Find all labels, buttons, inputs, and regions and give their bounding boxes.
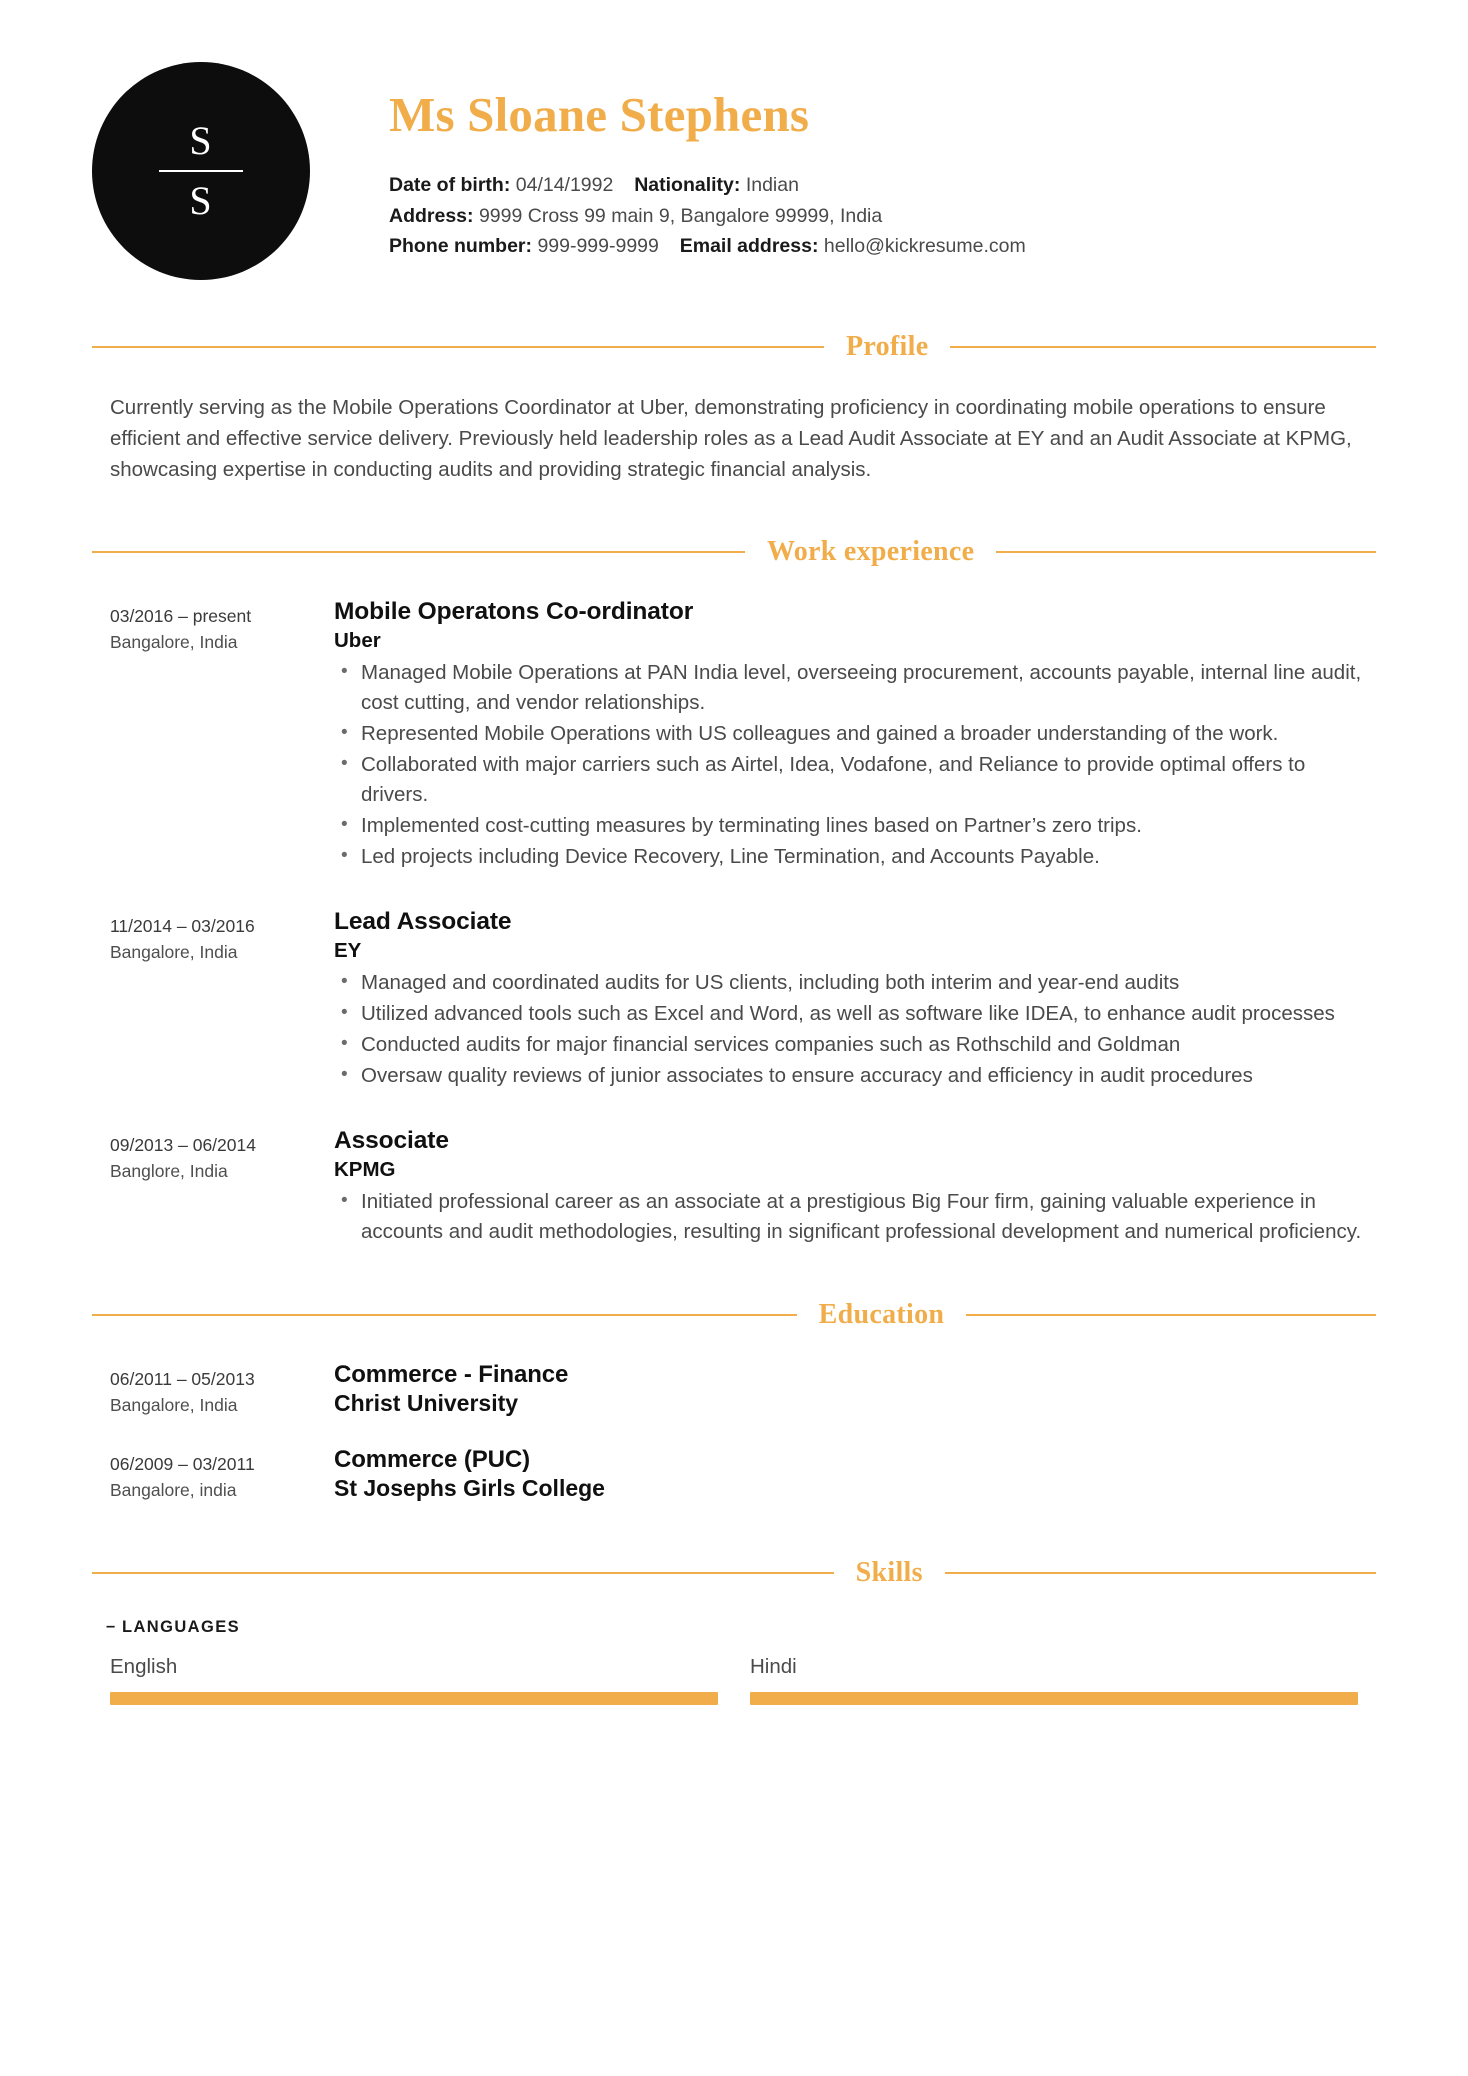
heading-rule-right: [950, 346, 1376, 348]
work-entry-organization: KPMG: [334, 1158, 396, 1181]
work-entry-meta: [92, 907, 334, 1092]
bullet-item: • Utilized advanced tools such as Excel and Word, as well as software like IDEA, to enhance audit processes: [334, 999, 1364, 1029]
address-value: 9999 Cross 99 main 9, Bangalore 99999, India: [478, 204, 883, 227]
profile-summary-text: Currently serving as the Mobile Operations Coordinator at Uber, demonstrating proficiency in coordinating mobile operations to ensure efficient and effective service delivery. Previously held leadership roles as a Lead Audit Associate at EY and an Audit Associate at KPMG, showcasing expertise in conducting audits and providing strategic financial analysis.: [110, 396, 1352, 481]
work-entry-job-title: Mobile Operatons Co-ordinator: [334, 598, 694, 625]
section-title-skills: Skills: [855, 1557, 923, 1588]
section-title-work-experience: Work experience: [766, 536, 975, 567]
header-text-block: [310, 62, 1376, 262]
heading-rule-right: [945, 1572, 1376, 1574]
heading-rule-left: [92, 1572, 834, 1574]
heading-rule-right: [996, 551, 1376, 553]
work-entry: [92, 597, 1376, 873]
work-entry-location: Banglore, India: [110, 1161, 228, 1181]
skill-level-bar: [110, 1692, 718, 1705]
work-entry-body: [334, 907, 1376, 1092]
work-entry-location: Bangalore, India: [110, 942, 238, 962]
education-entry-program: Commerce - Finance: [334, 1361, 569, 1388]
education-entry-location: Bangalore, india: [110, 1480, 237, 1500]
skill-level-bar: [750, 1692, 1358, 1705]
skill-name: Hindi: [750, 1655, 797, 1678]
monogram-divider: [159, 170, 243, 172]
skill-level-fill: [110, 1692, 718, 1705]
skills-group-label-languages: – LANGUAGES: [92, 1618, 1376, 1637]
bullet-item: • Represented Mobile Operations with US colleagues and gained a broader understanding of the work.: [334, 719, 1364, 749]
bullet-item: • Collaborated with major carriers such as Airtel, Idea, Vodafone, and Reliance to provide optimal offers to drivers.: [334, 750, 1364, 810]
work-entry-organization: EY: [334, 939, 362, 962]
education-entry-location: Bangalore, India: [110, 1395, 238, 1415]
dob-label: Date of birth:: [389, 174, 511, 196]
skill-level-fill: [750, 1692, 1358, 1705]
work-entry-date: 03/2016 – present: [110, 606, 252, 626]
phone-value: 999-999-9999: [537, 235, 659, 257]
education-entry-institution: Christ University: [334, 1390, 519, 1416]
bullet-item: • Conducted audits for major financial services companies such as Rothschild and Goldman: [334, 1030, 1364, 1060]
bullet-item: • Oversaw quality reviews of junior associates to ensure accuracy and efficiency in audit procedures: [334, 1061, 1364, 1091]
contact-line-birth-nationality: [389, 170, 1376, 201]
work-entry-date: 09/2013 – 06/2014: [110, 1135, 256, 1155]
bullet-item: • Led projects including Device Recovery, Line Termination, and Accounts Payable.: [334, 842, 1364, 872]
education-entry-program: Commerce (PUC): [334, 1446, 530, 1473]
work-entry-body: [334, 1126, 1376, 1248]
work-entry-job-title: Associate: [334, 1127, 449, 1154]
work-entry-bullets: [334, 968, 1364, 1091]
education-entry: [92, 1360, 1376, 1421]
education-entry-date: 06/2011 – 05/2013: [110, 1369, 255, 1389]
nationality-label: Nationality:: [634, 174, 741, 196]
work-entry: [92, 1126, 1376, 1248]
section-heading-education: [92, 1300, 1376, 1330]
skill-item: [750, 1653, 1358, 1705]
work-entry: [92, 907, 1376, 1092]
skills-list: [92, 1653, 1376, 1705]
candidate-name: Ms Sloane Stephens: [389, 87, 810, 142]
education-entry-meta: [92, 1360, 334, 1421]
work-entry-date: 11/2014 – 03/2016: [110, 916, 255, 936]
skill-item: [110, 1653, 718, 1705]
section-title-education: Education: [818, 1299, 945, 1330]
education-entry: [92, 1445, 1376, 1506]
dob-value: 04/14/1992: [515, 174, 614, 196]
education-entry-institution: St Josephs Girls College: [334, 1475, 605, 1501]
bullet-item: • Managed and coordinated audits for US clients, including both interim and year-end audits: [334, 968, 1364, 998]
section-title-profile: Profile: [845, 331, 929, 362]
bullet-item: • Implemented cost-cutting measures by terminating lines based on Partner’s zero trips.: [334, 811, 1364, 841]
email-label: Email address:: [679, 235, 819, 257]
section-heading-profile: [92, 332, 1376, 362]
monogram-top-letter: S: [189, 118, 213, 163]
phone-label: Phone number:: [389, 235, 533, 257]
nationality-value: Indian: [745, 174, 799, 196]
work-entry-meta: [92, 597, 334, 873]
heading-rule-right: [966, 1314, 1376, 1316]
monogram-bottom-letter: S: [189, 178, 213, 223]
education-entry-meta: [92, 1445, 334, 1506]
heading-rule-left: [92, 346, 824, 348]
work-entry-meta: [92, 1126, 334, 1248]
monogram-avatar: [92, 62, 310, 280]
education-entry-date: 06/2009 – 03/2011: [110, 1454, 255, 1474]
heading-rule-left: [92, 1314, 797, 1316]
work-entry-body: [334, 597, 1376, 873]
section-heading-skills: [92, 1558, 1376, 1588]
contact-line-address: [389, 201, 1376, 232]
contact-line-phone-email: [389, 231, 1376, 262]
education-list: [92, 1360, 1376, 1506]
resume-header: [92, 0, 1376, 280]
section-heading-work-experience: [92, 537, 1376, 567]
work-entry-job-title: Lead Associate: [334, 908, 512, 935]
work-entry-bullets: [334, 658, 1364, 872]
bullet-item: • Managed Mobile Operations at PAN India level, overseeing procurement, accounts payable, internal line audit, cost cutting, and vendor relationships.: [334, 658, 1364, 718]
skill-name: English: [110, 1655, 178, 1678]
education-entry-body: [334, 1360, 1376, 1421]
address-label: Address:: [389, 204, 474, 227]
education-entry-body: [334, 1445, 1376, 1506]
heading-rule-left: [92, 551, 745, 553]
work-entry-location: Bangalore, India: [110, 632, 238, 652]
work-experience-list: [92, 597, 1376, 1248]
bullet-item: • Initiated professional career as an associate at a prestigious Big Four firm, gaining valuable experience in accounts and audit methodologies, resulting in significant professional development and numerical proficiency.: [334, 1187, 1364, 1247]
work-entry-organization: Uber: [334, 629, 381, 652]
work-entry-bullets: [334, 1187, 1364, 1247]
email-value: hello@kickresume.com: [823, 235, 1026, 257]
